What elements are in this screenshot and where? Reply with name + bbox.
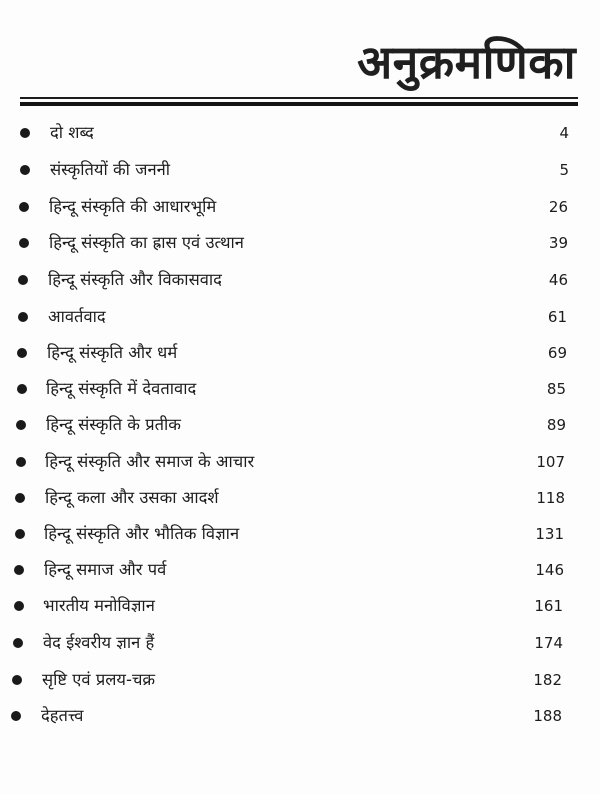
toc-entry <box>0 703 600 729</box>
bullet-icon <box>14 565 24 575</box>
toc-entry-page: 61 <box>547 308 567 326</box>
toc-entry <box>0 157 600 183</box>
toc-entry-page: 85 <box>546 380 566 398</box>
toc-entry <box>0 120 600 146</box>
bullet-icon <box>17 348 27 358</box>
toc-entry-page: 131 <box>535 525 564 543</box>
toc-entry <box>0 449 600 475</box>
bullet-icon <box>19 202 29 212</box>
toc-entry <box>0 376 600 402</box>
bullet-icon <box>20 128 30 138</box>
toc-entry-title: हिन्दू समाज और पर्व <box>44 560 167 579</box>
toc-entry-page: 161 <box>534 597 563 615</box>
toc-entry-page: 39 <box>548 234 568 252</box>
bullet-icon <box>20 165 30 175</box>
toc-entry <box>0 230 600 256</box>
toc-entry <box>0 557 600 583</box>
toc-entry-page: 182 <box>533 671 562 689</box>
toc-entry-title: भारतीय मनोविज्ञान <box>43 596 155 615</box>
bullet-icon <box>16 420 26 430</box>
toc-entry-title: हिन्दू संस्कृति में देवतावाद <box>46 379 197 398</box>
toc-entry-title: आवर्तवाद <box>48 307 106 326</box>
bullet-icon <box>16 457 26 467</box>
toc-entry <box>0 412 600 438</box>
toc-entry-title: हिन्दू संस्कृति और धर्म <box>47 343 178 362</box>
bullet-icon <box>18 275 28 285</box>
toc-entry-page: 146 <box>535 561 564 579</box>
toc-entry-page: 174 <box>534 634 563 652</box>
toc-entry-page: 26 <box>548 198 568 216</box>
toc-entry-page: 107 <box>536 453 565 471</box>
bullet-icon <box>13 638 23 648</box>
toc-entry-page: 89 <box>546 416 566 434</box>
toc-entry-page: 188 <box>533 707 562 725</box>
toc-entry-title: हिन्दू कला और उसका आदर्श <box>45 488 219 507</box>
toc-entry-page: 118 <box>536 489 565 507</box>
toc-entry <box>0 194 600 220</box>
toc-entry-title: सृष्टि एवं प्रलय-चक्र <box>42 670 156 689</box>
toc-entry-page: 5 <box>559 161 569 179</box>
toc-entry-page: 69 <box>547 344 567 362</box>
bullet-icon <box>11 711 21 721</box>
toc-entry-page: 4 <box>559 124 569 142</box>
bullet-icon <box>15 529 25 539</box>
toc-entry <box>0 304 600 330</box>
toc-entry <box>0 340 600 366</box>
toc-entry-title: हिन्दू संस्कृति और विकासवाद <box>48 270 222 289</box>
toc-entry-title: देहतत्त्व <box>41 706 84 725</box>
toc-entry-title: हिन्दू संस्कृति और भौतिक विज्ञान <box>44 524 240 543</box>
toc-entry-title: हिन्दू संस्कृति और समाज के आचार <box>45 452 255 471</box>
toc-entry <box>0 630 600 656</box>
bullet-icon <box>19 238 29 248</box>
toc-entry <box>0 593 600 619</box>
bullet-icon <box>12 675 22 685</box>
toc-entry-title: वेद ईश्वरीय ज्ञान हैं <box>43 633 155 652</box>
toc-entry <box>0 667 600 693</box>
toc-entry <box>0 485 600 511</box>
bullet-icon <box>18 312 28 322</box>
toc-entry-title: हिन्दू संस्कृति के प्रतीक <box>46 415 181 434</box>
bullet-icon <box>17 384 27 394</box>
toc-entry-title: दो शब्द <box>50 123 94 142</box>
toc-entry <box>0 267 600 293</box>
bullet-icon <box>14 601 24 611</box>
toc-entry-title: हिन्दू संस्कृति की आधारभूमि <box>49 197 217 216</box>
toc-entry-page: 46 <box>548 271 568 289</box>
toc-entry <box>0 521 600 547</box>
toc-entry-title: हिन्दू संस्कृति का ह्रास एवं उत्थान <box>49 233 244 252</box>
bullet-icon <box>15 493 25 503</box>
toc-entry-title: संस्कृतियों की जननी <box>50 160 171 179</box>
page-title: अनुक्रमणिका <box>357 35 576 89</box>
